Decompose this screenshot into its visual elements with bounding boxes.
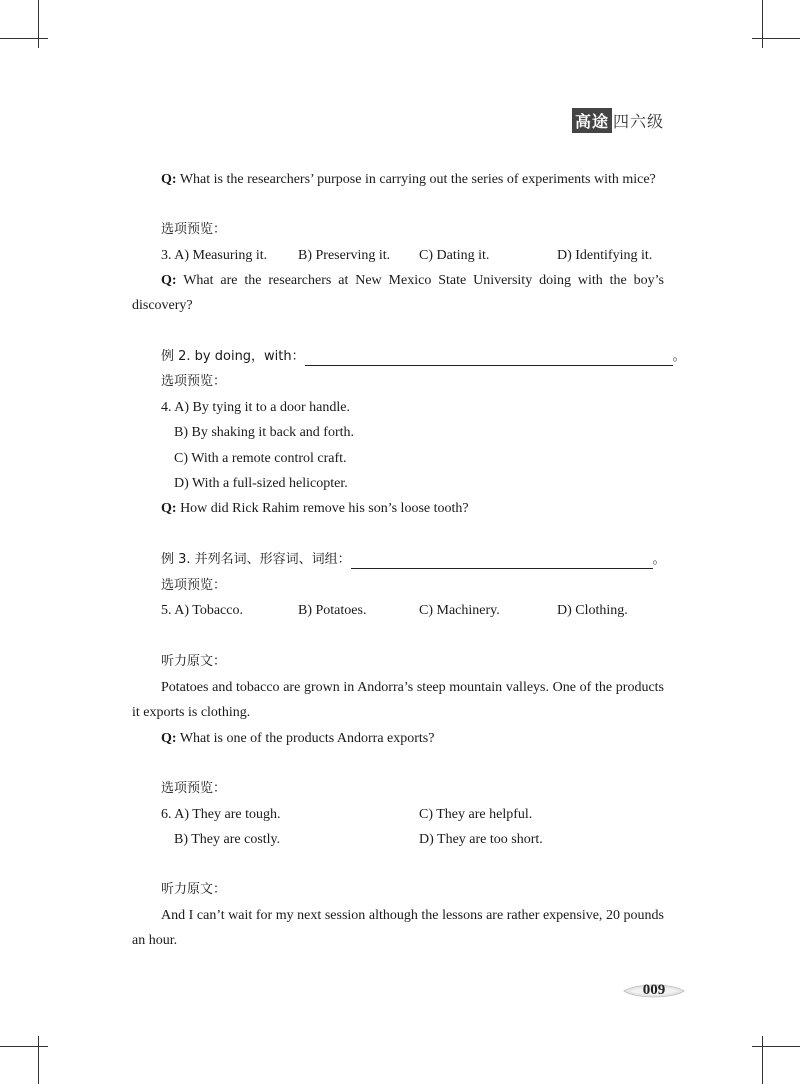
crop-mark <box>38 1036 39 1084</box>
preview-label: 选项预览： <box>161 578 227 593</box>
crop-mark <box>752 38 800 39</box>
option-4a: 4. A) By tying it to a door handle. <box>161 400 350 415</box>
q-label: Q: <box>161 501 177 516</box>
transcript-label: 听力原文： <box>161 654 227 669</box>
question-text: How did Rick Rahim remove his son’s loose tooth? <box>180 501 469 516</box>
option-5b: B) Potatoes. <box>298 603 367 618</box>
question-line <box>161 500 469 518</box>
question-text: What is the researchers’ purpose in carrying out the series of experiments with mice? <box>179 172 656 187</box>
preview-label: 选项预览： <box>161 781 227 796</box>
transcript-paragraph: Potatoes and tobacco are grown in Andorra’s steep mountain valleys. One of the products it exports is clothing. <box>132 680 664 720</box>
crop-mark <box>0 38 48 39</box>
page-number-badge <box>622 980 686 1002</box>
fill-blank <box>305 351 673 366</box>
option-4b: B) By shaking it back and forth. <box>174 425 355 440</box>
question-line <box>161 171 656 189</box>
option-3b: B) Preserving it. <box>298 248 391 263</box>
question-text: What are the researchers at New Mexico State University doing with the boy’s discovery? <box>132 273 664 313</box>
example-label: 例 3. 并列名词、形容词、词组： <box>161 552 351 567</box>
fill-blank <box>351 554 653 569</box>
question-line <box>161 730 434 748</box>
crop-mark <box>762 1036 763 1084</box>
transcript-label: 听力原文： <box>161 882 227 897</box>
preview-label: 选项预览： <box>161 374 227 389</box>
option-3c: C) Dating it. <box>419 248 490 263</box>
transcript-paragraph: And I can’t wait for my next session although the lessons are rather expensive, 20 pounds an hour. <box>132 908 664 948</box>
example-label: 例 2. by doing，with： <box>161 349 305 364</box>
question-text: What is one of the products Andorra exports? <box>179 731 435 746</box>
option-5a: 5. A) Tobacco. <box>161 603 243 618</box>
option-5d: D) Clothing. <box>557 603 628 618</box>
crop-mark <box>0 1046 48 1047</box>
example-end: 。 <box>652 552 666 567</box>
brand-title: 四六级 <box>612 112 664 131</box>
option-3d: D) Identifying it. <box>557 248 653 263</box>
page-number: 009 <box>642 982 666 998</box>
option-3a: 3. A) Measuring it. <box>161 248 268 263</box>
option-4c: C) With a remote control craft. <box>174 451 347 466</box>
crop-mark <box>762 0 763 48</box>
q-label: Q: <box>161 172 177 187</box>
example-3 <box>161 551 666 569</box>
example-end: 。 <box>672 349 686 364</box>
option-6a: 6. A) They are tough. <box>161 807 281 822</box>
option-6d: D) They are too short. <box>419 832 543 847</box>
q-label: Q: <box>161 731 177 746</box>
question-paragraph <box>132 268 664 318</box>
q-label: Q: <box>161 273 177 288</box>
preview-label: 选项预览： <box>161 222 227 237</box>
option-6c: C) They are helpful. <box>419 807 533 822</box>
option-4d: D) With a full-sized helicopter. <box>174 476 348 491</box>
crop-mark <box>752 1046 800 1047</box>
brand-logo-box: 高途 <box>572 108 612 133</box>
header-brand <box>572 108 664 133</box>
example-2 <box>161 348 686 366</box>
crop-mark <box>38 0 39 48</box>
option-5c: C) Machinery. <box>419 603 500 618</box>
option-6b: B) They are costly. <box>174 832 281 847</box>
